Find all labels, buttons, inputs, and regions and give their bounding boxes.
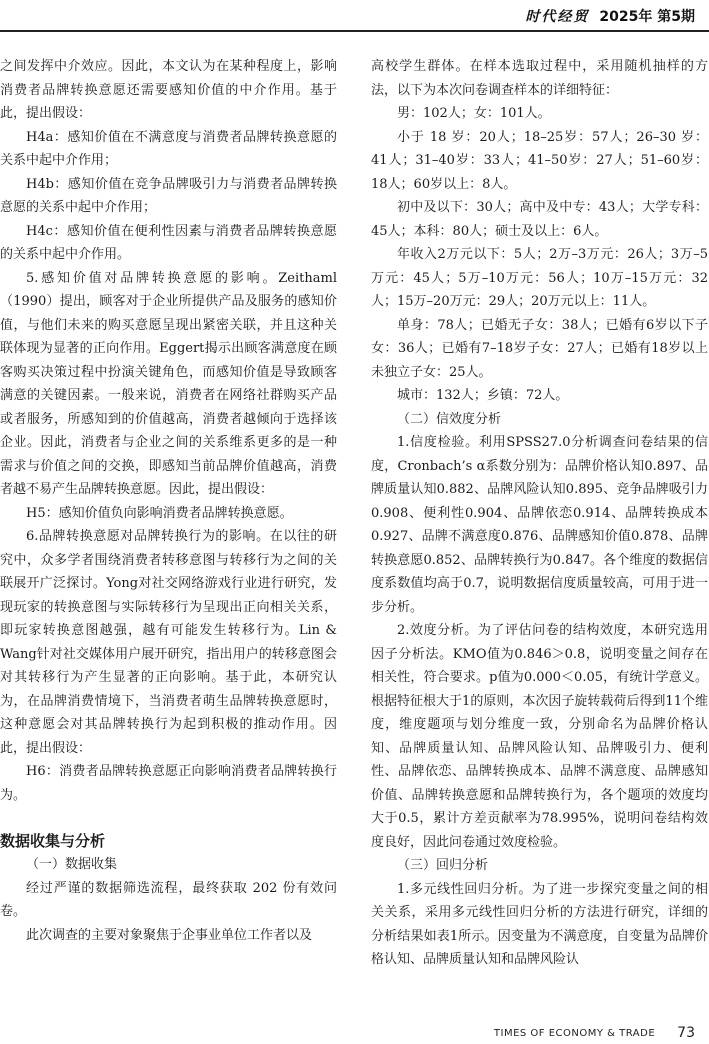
paragraph: 之间发挥中介效应。因此，本文认为在某种程度上，影响消费者品牌转换意愿还需要感知价值的中介作用。基于此，提出假设：	[0, 59, 337, 121]
paragraph: H6：消费者品牌转换意愿正向影响消费者品牌转换行为。	[0, 764, 337, 803]
paragraph: 单身：78人；已婚无子女：38人；已婚有6岁以下子女：36人；已婚有7–18岁子女：27人；已婚有18岁以上未独立子女：25人。	[371, 317, 708, 380]
left-column	[0, 55, 337, 947]
paragraph: 经过严谨的数据筛选流程，最终获取 202 份有效问卷。	[0, 880, 337, 919]
paragraph: 1.信度检验。利用SPSS27.0分析调查问卷结果的信度，Cronbach’s α系数分别为：品牌价格认知0.897、品牌质量认知0.882、品牌风险认知0.895、竞争品牌吸引力0.908、便利性0.904、品牌依恋0.914、品牌转换成本0.927、品牌不满意度0.876、品牌感知价值0.878、品牌转换意愿0.852、品牌转换行为0.847。各个维度的数据信度系数值均高于0.7，说明数据信度质量较高，可用于进一步分析。	[371, 435, 708, 615]
page-header	[0, 0, 709, 26]
journal-name: 时代经贸	[525, 9, 590, 25]
page-footer	[0, 1022, 709, 1044]
paragraph: 1.多元线性回归分析。为了进一步探究变量之间的相关关系，采用多元线性回归分析的方法进行研究，详细的分析结果如表1所示。因变量为不满意度，自变量为品牌价格认知、品牌质量认知和品牌风险认	[371, 881, 708, 967]
paragraph: 2.效度分析。为了评估问卷的结构效度，本研究选用因子分析法。KMO值为0.846＞0.8，说明变量之间存在相关性，符合要求。p值为0.000＜0.05，有统计学意义。根据特征根大于1的原则，本次因子旋转载荷后得到11个维度，维度题项与划分维度一致，分别命名为品牌价格认知、品牌质量认知、品牌风险认知、品牌吸引力、便利性、品牌依恋、品牌转换成本、品牌不满意度、品牌感知价值、品牌转换意愿和品牌转换行为，各个题项的效度均大于0.5，累计方差贡献率为78.995%，说明问卷结构效度良好，因此问卷通过效度检验。	[371, 623, 708, 850]
left-paragraphs	[0, 55, 337, 807]
paragraph: H4c：感知价值在便利性因素与消费者品牌转换意愿的关系中起中介作用。	[0, 223, 337, 262]
subsection-title-3: （三）回归分析	[397, 858, 489, 873]
paragraph: H4b：感知价值在竞争品牌吸引力与消费者品牌转换意愿的关系中起中介作用；	[0, 176, 337, 215]
paragraph: 年收入2万元以下：5人；2万–3万元：26人；3万–5万元：45人；5万–10万元：56人；10万–15万元：32人；15万–20万元：29人；20万元以上：11人。	[371, 247, 708, 309]
paragraph: 初中及以下：30人；高中及中专：43人；大学专科：45人；本科：80人；硕士及以上：6人。	[371, 200, 708, 239]
header-rule	[0, 30, 709, 32]
paragraph: H4a：感知价值在不满意度与消费者品牌转换意愿的关系中起中介作用；	[0, 129, 337, 168]
right-paragraphs-2	[371, 431, 708, 854]
subsection-title-2: （二）信效度分析	[397, 411, 502, 427]
right-column	[371, 55, 708, 972]
page-number: 73	[677, 1025, 695, 1041]
paragraph: H5：感知价值负向影响消费者品牌转换意愿。	[26, 505, 293, 521]
right-paragraphs-1	[371, 55, 708, 408]
paragraph: 此次调查的主要对象聚焦于企事业单位工作者以及	[26, 927, 313, 943]
issue-label: 2025年 第5期	[599, 9, 695, 25]
right-paragraphs-3	[371, 878, 708, 972]
paragraph: 小于 18 岁：20人；18–25岁：57人；26–30 岁：41人；31–40岁：33人；41–50岁：27人；51–60岁：18人；60岁以上：8人。	[371, 129, 708, 192]
paragraph: 城市：132人；乡镇：72人。	[397, 388, 569, 403]
journal-english-name: TIMES OF ECONOMY & TRADE	[493, 1027, 656, 1039]
paragraph: 5.感知价值对品牌转换意愿的影响。Zeithaml（1990）提出，顾客对于企业所提供产品及服务的感知价值，与他们未来的购买意愿呈现出紧密关联，并且这种关联体现为显著的正向作用。Eggert揭示出顾客满意度在顾客购买决策过程中扮演关键角色，而感知价值是导致顾客满意的关键因素。一般来说，消费者在网络社群购买产品或者服务，所感知到的价值越高，消费者越倾向于选择该企业。因此，消费者与企业之间的关系维系更多的是一种需求与价值之间的交换，即感知当前品牌价值越高，消费者越不易产生品牌转换意愿。因此，提出假设：	[0, 270, 337, 497]
paragraph: 6.品牌转换意愿对品牌转换行为的影响。在以往的研究中，众多学者围绕消费者转移意图与转移行为之间的关联展开广泛探讨。Yong对社交网络游戏行业进行研究，发现玩家的转换意图与实际转移行为呈现出正向相关关系，即玩家转换意图越强，越有可能发生转移行为。Lin & Wang针对社交媒体用户展开研究，指出用户的转移意图会对其转移行为产生显著的正向影响。基于此，本研究认为，在品牌消费情境下，当消费者萌生品牌转换意愿时，这种意愿会对其品牌转换行为起到积极的推动作用。因此，提出假设：	[0, 529, 337, 756]
subsection-title-1: （一）数据收集	[26, 857, 118, 872]
section-title: 数据收集与分析	[0, 832, 106, 850]
paragraph: 高校学生群体。在样本选取过程中，采用随机抽样的方法，以下为本次问卷调查样本的详细特征：	[371, 59, 708, 98]
paragraph: 男：102人；女：101人。	[397, 106, 551, 121]
left-paragraphs-2	[0, 877, 337, 948]
